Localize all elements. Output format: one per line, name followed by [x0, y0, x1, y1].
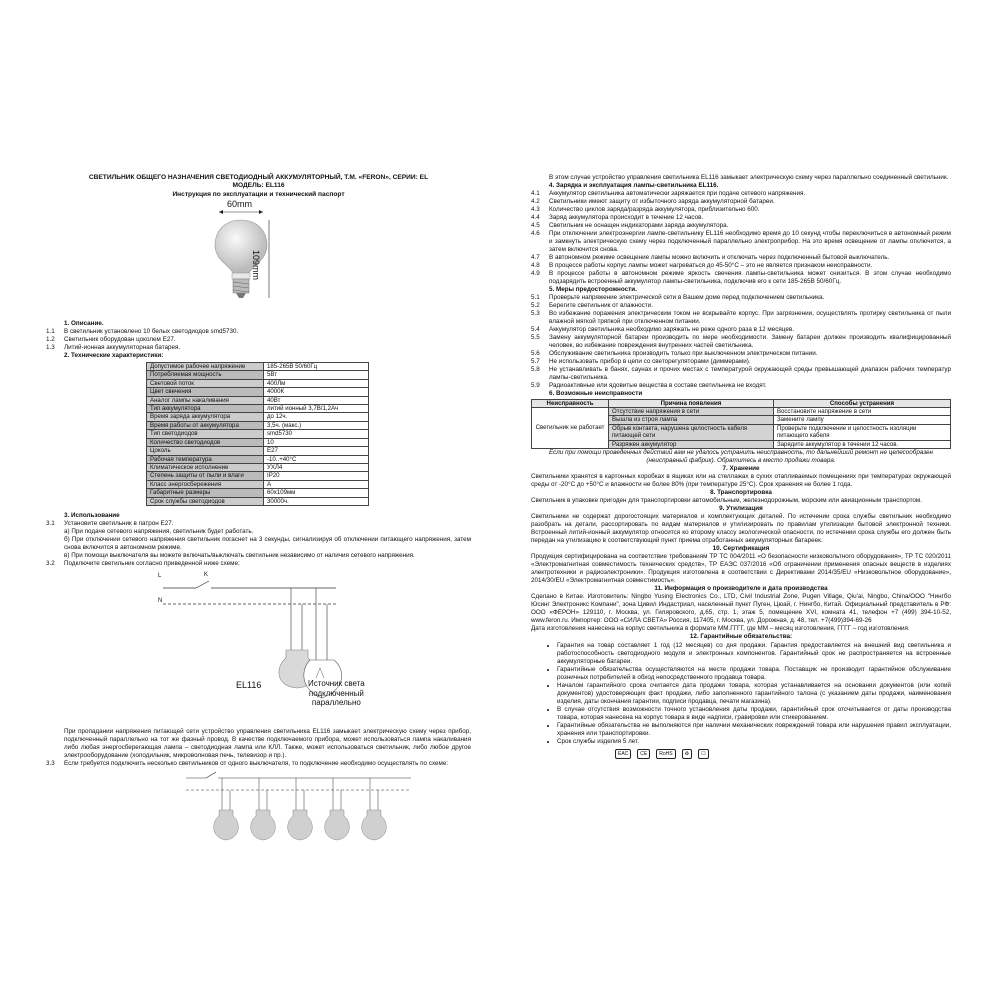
fault-fix: Замените лампу: [773, 416, 950, 424]
s4-item-text: При отключении электроэнергии лампе-светильнику EL116 необходимо время до 10 секунд чтобы переключиться в автономный режим и замкнуть электрическую схему через подключенный параллельно электроприбор. На это время освещение от лампы отключится, а затем включится снова.: [549, 229, 951, 253]
s5-item-text: Проверьте напряжение электрической сети в Вашем доме перед подключением светильника.: [549, 293, 825, 301]
lamp-icon: [288, 810, 313, 840]
spec-param: Аналог лампы накаливания: [147, 396, 264, 404]
s8-heading: 8. Транспортировка: [710, 489, 772, 497]
s4-item: [531, 214, 951, 222]
spec-row: [147, 480, 369, 488]
left-column: [46, 320, 471, 858]
s4-item-number: 4.3: [531, 205, 540, 213]
right-intro: В этом случае устройство управления светильника EL116 замыкает электрическую схему через параллельно соединенный светильник.: [549, 174, 949, 181]
spec-value: 4000К: [264, 388, 369, 396]
s4-item-text: В процессе работы в автономном режиме яркость свечения лампы-светильника может снизиться. В этом случае необходимо подзарядить встроенный аккумулятор лампы-светильника, подключив его к сети 185-265В 50/60Гц.: [549, 269, 951, 285]
lamp-icon: [325, 810, 350, 840]
s4-item: [531, 198, 951, 206]
lamp-icon: [362, 810, 387, 840]
s5-item: [531, 294, 951, 302]
spec-param: Габаритные размеры: [147, 489, 264, 497]
s5-list: [531, 294, 951, 390]
spec-row: [147, 463, 369, 471]
fault-fix: Зарядите аккумулятор в течении 12 часов.: [773, 440, 950, 448]
s5-item-number: 5.5: [531, 333, 540, 341]
multi-lamp-schematic: [46, 768, 471, 858]
s5-item-number: 5.8: [531, 365, 540, 373]
s5-item: [531, 302, 951, 310]
s5-item-text: Обслуживание светильника производить только при выключенном электрическом питании.: [549, 349, 818, 357]
s9-text: Светильники не содержат дорогостоящих материалов и комплектующих деталей. По истечении срока службы светильник необходимо разобрать на детали, рассортировать по видам материалов и утилизировать по правилам утилизации бытовой электронной техники. Встроенный литий-ионный аккумулятор относится ко второму классу экологической опасности, по истечении срока службы его должен быть передан на утилизацию в соответствующий пункт приема отработанных аккумуляторных батареек.: [531, 512, 951, 544]
lamp-icon: [214, 810, 239, 840]
wiring-schematic: [46, 568, 471, 718]
s5-item-number: 5.7: [531, 357, 540, 365]
s4-item-text: В автономном режиме освещение лампы можно включить и отключать через подключенный бытовой выключатель.: [549, 253, 890, 261]
spec-row: [147, 497, 369, 505]
s4-item-text: Светильники имеют защиту от избыточного заряда аккумуляторной батареи.: [549, 197, 775, 205]
s1-heading: 1. Описание.: [64, 320, 104, 327]
doc-model: МОДЕЛЬ: EL116: [232, 182, 285, 190]
spec-param: Световой поток: [147, 379, 264, 387]
s1-item-text: Литий-ионная аккумуляторная батарея.: [64, 343, 181, 351]
p32-text: Подключите светильник согласно приведенной ниже схеме:: [64, 560, 240, 567]
s5-item-text: Аккумулятор светильника необходимо заряжать не реже одного раза в 12 месяцев.: [549, 325, 794, 333]
warranty-item: • Гарантийные обязательства не выполняются при наличии механических повреждений товара или нарушения правил эксплуатации, хранения или транспортировки.: [557, 722, 951, 738]
spec-row: [147, 379, 369, 387]
s4-item: [531, 230, 951, 254]
lamp-icon: [251, 810, 276, 840]
spec-value: -10..+40°С: [264, 455, 369, 463]
faults-header-fault: Неисправность: [532, 399, 609, 407]
spec-value: IP20: [264, 472, 369, 480]
diagram-label-el116: EL116: [236, 679, 262, 690]
spec-value: 40Вт: [264, 396, 369, 404]
wiring-diagram-single: [46, 568, 471, 718]
spec-row: [147, 447, 369, 455]
warranty-item: • В случае отсутствия возможности точного установления даты продажи, гарантийный срок отсчитывается от даты производства товара, которая нанесена на корпус товара в виде надписи, гравировки или стикерованием.: [557, 706, 951, 722]
s11-text: Сделано в Китае. Изготовитель: Ningbo Yusing Electronics Co., LTD, Civil Industrial Zone, Pugen Village, Qiu'ai, Ningbo, China/ООО "Нингбо Юсинг Электроникс Компани", зона Цивил Индастриал, населенный пункт Пуген, Цюай, г. Нингбо, Китай. Официальный представитель в РФ: ООО «ФЕРОН» 129110, г. Москва, ул. Гиляровского, д.65, стр. 1, этаж 5, помещение XVI, комната 41, телефон +7 (499) 394-10-52, www.feron.ru. Импортер: ООО «СИЛА СВЕТА» Россия, 117405, г. Москва, ул. Дорожная, д. 48, тел. +7(499)394-69-26: [531, 592, 951, 624]
s5-item: [531, 350, 951, 358]
faults-note: Если при помощи проведенных действий вам не удалось устранить неисправность, то дальнейший ремонт не целесообразен (неисправный фабрик). Обратитесь в место продажи товара.: [548, 449, 934, 465]
lamp-figure: [205, 199, 295, 305]
s1-list: [46, 328, 471, 352]
s4-item-number: 4.4: [531, 213, 540, 221]
warranty-list: [531, 642, 951, 746]
s10-text: Продукция сертифицирована на соответствие требованиям ТР ТС 004/2011 «О безопасности низковольтного оборудования», ТР ТС 020/2011 «Электромагнитная совместимость технических средств», ТР ЕАЭС 037/2016 «Об ограничении применения опасных веществ в изделиях электротехники и радиоэлектроники». Продукция изготовлена в соответствии с Директивами 2014/35/EU «Низковольтное оборудование», 2014/30/EU «Электромагнитная совместимость».: [531, 552, 951, 584]
spec-value: 3,5ч. (макс.): [264, 421, 369, 429]
s5-item: [531, 382, 951, 390]
certification-marks: [531, 749, 951, 759]
spec-value: 30000ч.: [264, 497, 369, 505]
s11-heading: 11. Информация о производителе и дата производства: [654, 584, 828, 592]
spec-row: [147, 413, 369, 421]
s12-heading: 12. Гарантийные обязательства:: [689, 632, 793, 640]
wiring-diagram-multi: [46, 768, 471, 858]
s1-item: [46, 336, 471, 344]
s5-item-text: Не использовать прибор в цепи со светорегуляторами (диммерами).: [549, 357, 751, 365]
spec-param: Количество светодиодов: [147, 438, 264, 446]
certification-mark: ☐: [698, 749, 708, 759]
spec-param: Рабочая температура: [147, 455, 264, 463]
spec-row: [147, 430, 369, 438]
spec-value: УХЛ4: [264, 463, 369, 471]
s4-item-number: 4.6: [531, 229, 540, 237]
s11-date: Дата изготовления нанесена на корпус светильника в формате ММ.ГГГГ, где ММ – месяц изготовления, ГГГГ – год изготовления.: [531, 624, 910, 632]
spec-value: 10: [264, 438, 369, 446]
s5-item: [531, 310, 951, 326]
s9-heading: 9. Утилизация: [719, 504, 763, 512]
spec-row: [147, 455, 369, 463]
s1-item-text: В светильник установлено 10 белых светодиодов smd5730.: [64, 327, 239, 335]
fault-name: Светильник не работает: [532, 407, 609, 448]
s5-item-text: Не устанавливать в банях, саунах и прочих местах с температурой окружающей среды превышающей диапазон рабочих температур лампы-светильника.: [549, 365, 951, 381]
spec-param: Степень защиты от пыли и влаги: [147, 472, 264, 480]
src-line-2: подключенный: [308, 688, 364, 698]
s5-item-number: 5.6: [531, 349, 540, 357]
fault-row: [532, 407, 951, 415]
s5-heading: 5. Меры предосторожности.: [549, 285, 637, 293]
s4-item: [531, 222, 951, 230]
s1-item-number: 1.2: [46, 335, 55, 343]
width-label: 60mm: [227, 199, 253, 209]
s7-text: Светильники хранятся в картонных коробках в ящиках или на стеллажах в сухих отапливаемых помещениях при температурах окружающей среды от -20°С до +50°С и влажности не более 80% (при температуре 25°С). Срок хранения не более 1 года.: [531, 473, 951, 489]
s4-item-text: В процессе работы корпус лампы может нагреваться до 45-50°С – это не является признаком неисправности.: [549, 261, 873, 269]
certification-mark: EAC: [615, 749, 631, 759]
p31-num: 3.1: [46, 520, 55, 528]
certification-mark: CE: [637, 749, 650, 759]
spec-value: 60х109мм: [264, 489, 369, 497]
s4-item-number: 4.5: [531, 221, 540, 229]
spec-param: Срок службы светодиодов: [147, 497, 264, 505]
s4-item: [531, 262, 951, 270]
s6-heading: 6. Возможные неисправности: [549, 389, 643, 397]
height-label: 109mm: [251, 250, 261, 281]
s5-item-number: 5.4: [531, 325, 540, 333]
faults-table: [531, 399, 951, 450]
s5-item-text: Берегите светильник от влажности.: [549, 301, 653, 309]
spec-param: Класс энергосбережения: [147, 480, 264, 488]
s1-item: [46, 344, 471, 352]
spec-value: литий ионный 3,7В/1,2Ач: [264, 405, 369, 413]
spec-param: Время заряда аккумулятора: [147, 413, 264, 421]
fault-fix: Восстановите напряжение в сети: [773, 407, 950, 415]
s4-item: [531, 206, 951, 214]
s5-item-number: 5.9: [531, 381, 540, 389]
s4-heading: 4. Зарядка и эксплуатация лампы-светильника EL116.: [549, 181, 719, 189]
s8-text: Светильник в упаковке пригоден для транспортировки автомобильным, железнодорожным, морским или авиационным транспортом.: [531, 497, 923, 504]
diagram-label-n: N: [158, 597, 163, 604]
p33-text: Если требуется подключить несколько светильников от одного выключателя, то подключение необходимо осуществлять по схеме:: [64, 759, 449, 767]
spec-row: [147, 472, 369, 480]
s4-item-number: 4.8: [531, 261, 540, 269]
s10-heading: 10. Сертификация: [712, 544, 770, 552]
s4-item-text: Заряд аккумулятора происходит в течение 12 часов.: [549, 213, 704, 221]
spec-value: E27: [264, 447, 369, 455]
spec-row: [147, 388, 369, 396]
diagram-label-l: L: [158, 572, 162, 579]
spec-row: [147, 396, 369, 404]
spec-param: Допустимое рабочее напряжение: [147, 362, 264, 370]
certification-mark: RoHS: [656, 749, 675, 759]
s4-item-text: Светильник не оснащен индикаторами заряда аккумулятора.: [549, 221, 729, 229]
doc-header: [46, 174, 471, 199]
doc-title: СВЕТИЛЬНИК ОБЩЕГО НАЗНАЧЕНИЯ СВЕТОДИОДНЫЙ АККУМУЛЯТОРНЫЙ, Т.М. «FERON», СЕРИИ: EL: [88, 174, 429, 181]
spec-param: Тип аккумулятора: [147, 405, 264, 413]
s1-item: [46, 328, 471, 336]
s4-item-number: 4.9: [531, 269, 540, 277]
spec-param: Цвет свечения: [147, 388, 264, 396]
s4-item-text: Аккумулятор светильника автоматически заряжается при подаче сетевого напряжения.: [549, 189, 806, 197]
fault-cause: Вышла из строя лампа: [609, 416, 774, 424]
spec-value: А: [264, 480, 369, 488]
s1-item-text: Светильник оборудован цоколем E27.: [64, 335, 176, 343]
s2-heading: 2. Технические характеристики:: [64, 351, 164, 359]
p31-text: Установите светильник в патрон E27.: [64, 520, 174, 528]
fault-cause: Обрыв контакта, нарушена целостность кабеля питающей сети: [609, 424, 774, 440]
s5-item: [531, 358, 951, 366]
spec-value: smd5730: [264, 430, 369, 438]
spec-value: 185-265В 50/60Гц: [264, 362, 369, 370]
spec-value: 5Вт: [264, 371, 369, 379]
s4-item-number: 4.1: [531, 189, 540, 197]
diagram-label-k: K: [204, 571, 209, 578]
s5-item: [531, 326, 951, 334]
fault-cause: Разряжен аккумулятор: [609, 440, 774, 448]
s4-list: [531, 190, 951, 286]
src-line-1: Источник света: [308, 678, 365, 688]
p31c: в) При помощи выключателя вы можете включать/выключать светильник независимо от наличия сетевого напряжения.: [64, 552, 415, 560]
spec-param: Климатическое исполнение: [147, 463, 264, 471]
spec-table: [146, 362, 369, 506]
s3-heading: 3. Использование: [64, 512, 120, 520]
fault-cause: Отсутствие напряжения в сети: [609, 407, 774, 415]
spec-param: Время работы от аккумулятора: [147, 421, 264, 429]
p31a: а) При подаче сетевого напряжения, светильник будет работать.: [64, 528, 254, 536]
spec-value: 400Лм: [264, 379, 369, 387]
warranty-item: • Срок службы изделия 5 лет.: [557, 738, 951, 746]
s1-item-number: 1.1: [46, 327, 55, 335]
s4-item: [531, 270, 951, 286]
s5-item-text: Во избежание поражения электрическим током не вскрывайте корпус. При загрязнении, осуществлять протирку светильника от пыли влажной мягкой тряпкой при отключенном питании.: [549, 309, 951, 325]
s5-item-text: Радиоактивные или ядовитые вещества в составе светильника не входят.: [549, 381, 767, 389]
fault-fix: Проверьте подключение и целостность изоляции питающего кабеля: [773, 424, 950, 440]
s3-paragraph: При пропадании напряжения питающей сети устройство управления светильника EL116 замыкает электрическую схему через прибор, подключенный параллельно на тот же фазный провод. В качестве подключаемого прибора, может использоваться лампа накаливания либо любая энергосберегающая лампа – светодиодная лампа или КЛЛ. Также, может использоваться светильник, либо любое другое электрооборудование (холодильник, микроволновая печь, телевизор и пр.).: [64, 727, 471, 759]
p31b: б) При отключении сетевого напряжения светильник погаснет на 3 секунды, сигнализируя об отключении питающего напряжения, затем снова включится в автономном режиме.: [64, 536, 471, 552]
s4-item-number: 4.7: [531, 253, 540, 261]
s5-item-number: 5.3: [531, 309, 540, 317]
spec-param: Потребляемая мощность: [147, 371, 264, 379]
diagram-label-source: [308, 679, 365, 708]
p33-num: 3.3: [46, 759, 55, 767]
faults-header-fix: Способы устранения: [773, 399, 950, 407]
spec-row: [147, 438, 369, 446]
warranty-item: • Гарантия на товар составляет 1 год (12 месяцев) со дня продажи. Гарантия предоставляется на внешний вид светильника и работоспособность светодиодного модуля и электронных компонентов. Гарантийный срок не распространяется на встроенные аккумуляторные батареи.: [557, 642, 951, 666]
s4-item: [531, 190, 951, 198]
spec-row: [147, 489, 369, 497]
s5-item: [531, 366, 951, 382]
right-column: [531, 174, 951, 759]
s7-heading: 7. Хранение: [722, 465, 760, 473]
s5-item-number: 5.1: [531, 293, 540, 301]
certification-mark: ♻: [682, 749, 692, 759]
s1-item-number: 1.3: [46, 343, 55, 351]
p32-num: 3.2: [46, 560, 55, 567]
s5-item: [531, 334, 951, 350]
spec-param: Тип светодиодов: [147, 430, 264, 438]
doc-subtitle: Инструкция по эксплуатации и технический паспорт: [172, 190, 345, 198]
s4-item-text: Количество циклов заряда/разряда аккумулятора, приблизительно 600.: [549, 205, 760, 213]
spec-row: [147, 421, 369, 429]
spec-row: [147, 362, 369, 370]
s5-item-number: 5.2: [531, 301, 540, 309]
warranty-item: • Гарантийные обязательства осуществляются на месте продажи товара. Поставщик не производит гарантийное обслуживание розничных потребителей в обход непосредственного продавца товара.: [557, 666, 951, 682]
s5-item-text: Замену аккумуляторной батареи производить по мере необходимости. Замену батареи должен производить квалифицированный человек, во избежание повреждения внутренних частей светильника.: [549, 333, 951, 349]
s4-item-number: 4.2: [531, 197, 540, 205]
s4-item: [531, 254, 951, 262]
spec-row: [147, 405, 369, 413]
src-line-3: параллельно: [311, 698, 361, 708]
spec-param: Цоколь: [147, 447, 264, 455]
spec-value: до 12ч.: [264, 413, 369, 421]
faults-header-cause: Причина появления: [609, 399, 774, 407]
warranty-item: • Началом гарантийного срока считается дата продажи товара, которая устанавливается на основании документов (или копий документов) удостоверяющих факт продажи, либо заполненного гарантийного талона (с указанием даты продажи, наименования изделия, даты окончания гарантии, подписи продавца, печати магазина).: [557, 682, 951, 706]
spec-row: [147, 371, 369, 379]
